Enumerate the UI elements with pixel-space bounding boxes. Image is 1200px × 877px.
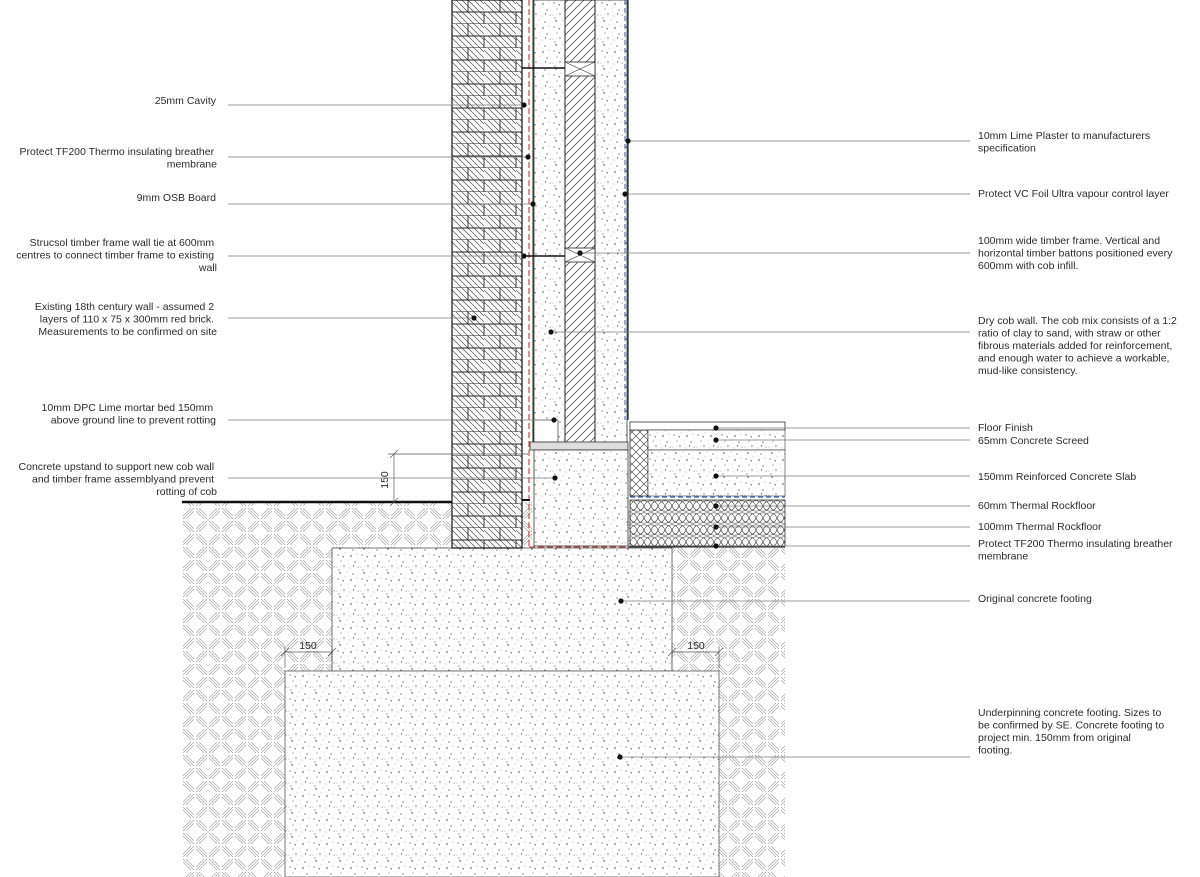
svg-text:Underpinning concrete footing.: Underpinning concrete footing. Sizes to be confirmed by SE. Concrete footing to project min. 150mm from original footing. (978, 707, 1165, 757)
svg-text:Protect TF200 Thermo insulatin: Protect TF200 Thermo insulating breather membrane (19, 146, 217, 171)
svg-text:10mm DPC Lime mortar bed 150mm: 10mm DPC Lime mortar bed 150mm above ground line to prevent rotting (41, 402, 216, 427)
svg-text:Original concrete footing: Original concrete footing (978, 593, 1092, 605)
note-timber-frame (577, 235, 1175, 272)
rockfloor-insulation (630, 500, 785, 546)
svg-text:100mm wide timber frame. Verti: 100mm wide timber frame. Vertical and horizontal timber battons positioned every 600mm with cob infill. (978, 235, 1173, 272)
note-wall-tie (16, 237, 526, 274)
dpc-strip (530, 442, 628, 450)
svg-text:Concrete upstand to support ne: Concrete upstand to support new cob wall and timber frame assemblyand prevent rotting of cob (18, 461, 217, 498)
dim-footing-left-label: 150 (299, 640, 317, 652)
dpc-mortar-bed (534, 420, 558, 442)
dim-footing-right-label: 150 (687, 640, 705, 652)
svg-text:150mm Reinforced Concrete Slab: 150mm Reinforced Concrete Slab (978, 471, 1137, 483)
note-existing-wall (35, 301, 477, 338)
note-cob-wall (548, 315, 1179, 377)
svg-text:100mm Thermal Rockfloor: 100mm Thermal Rockfloor (978, 521, 1102, 533)
note-vcl (622, 188, 1169, 200)
dim-upstand-label: 150 (379, 471, 391, 489)
svg-text:9mm OSB Board: 9mm OSB Board (136, 192, 216, 204)
note-lime-plaster (625, 130, 1153, 155)
svg-text:25mm Cavity: 25mm Cavity (154, 95, 216, 107)
original-footing (332, 548, 672, 671)
concrete-upstand (534, 450, 628, 546)
floor-finish (630, 422, 785, 430)
svg-text:65mm Concrete Screed: 65mm Concrete Screed (978, 435, 1089, 447)
svg-text:10mm Lime Plaster to manufactu: 10mm Lime Plaster to manufacturers specification (978, 130, 1151, 155)
svg-text:Dry cob wall. The cob mix cons: Dry cob wall. The cob mix consists of a 1:2 ratio of clay to sand, with straw or other fibrous materials added for reinforcement, and enough water to achieve a workable, mud-like consistency. (978, 315, 1177, 377)
svg-text:Protect VC Foil Ultra vapour c: Protect VC Foil Ultra vapour control layer (978, 188, 1169, 200)
svg-text:60mm Thermal Rockfloor: 60mm Thermal Rockfloor (978, 500, 1096, 512)
svg-text:Strucsol timber frame wall tie: Strucsol timber frame wall tie at 600mm centres to connect timber frame to existing wall (16, 237, 217, 274)
svg-text:Protect TF200 Thermo insulatin: Protect TF200 Thermo insulating breather membrane (978, 538, 1173, 563)
svg-text:Existing 18th century wall - a: Existing 18th century wall - assumed 2 layers of 110 x 75 x 300mm red brick. Measurements to be confirmed on site (34, 301, 217, 338)
existing-brick-wall (452, 0, 522, 548)
concrete-slab (648, 450, 785, 496)
underpinning-footing (285, 671, 719, 877)
edge-insulation (630, 430, 648, 496)
svg-text:Floor Finish: Floor Finish (978, 422, 1033, 434)
